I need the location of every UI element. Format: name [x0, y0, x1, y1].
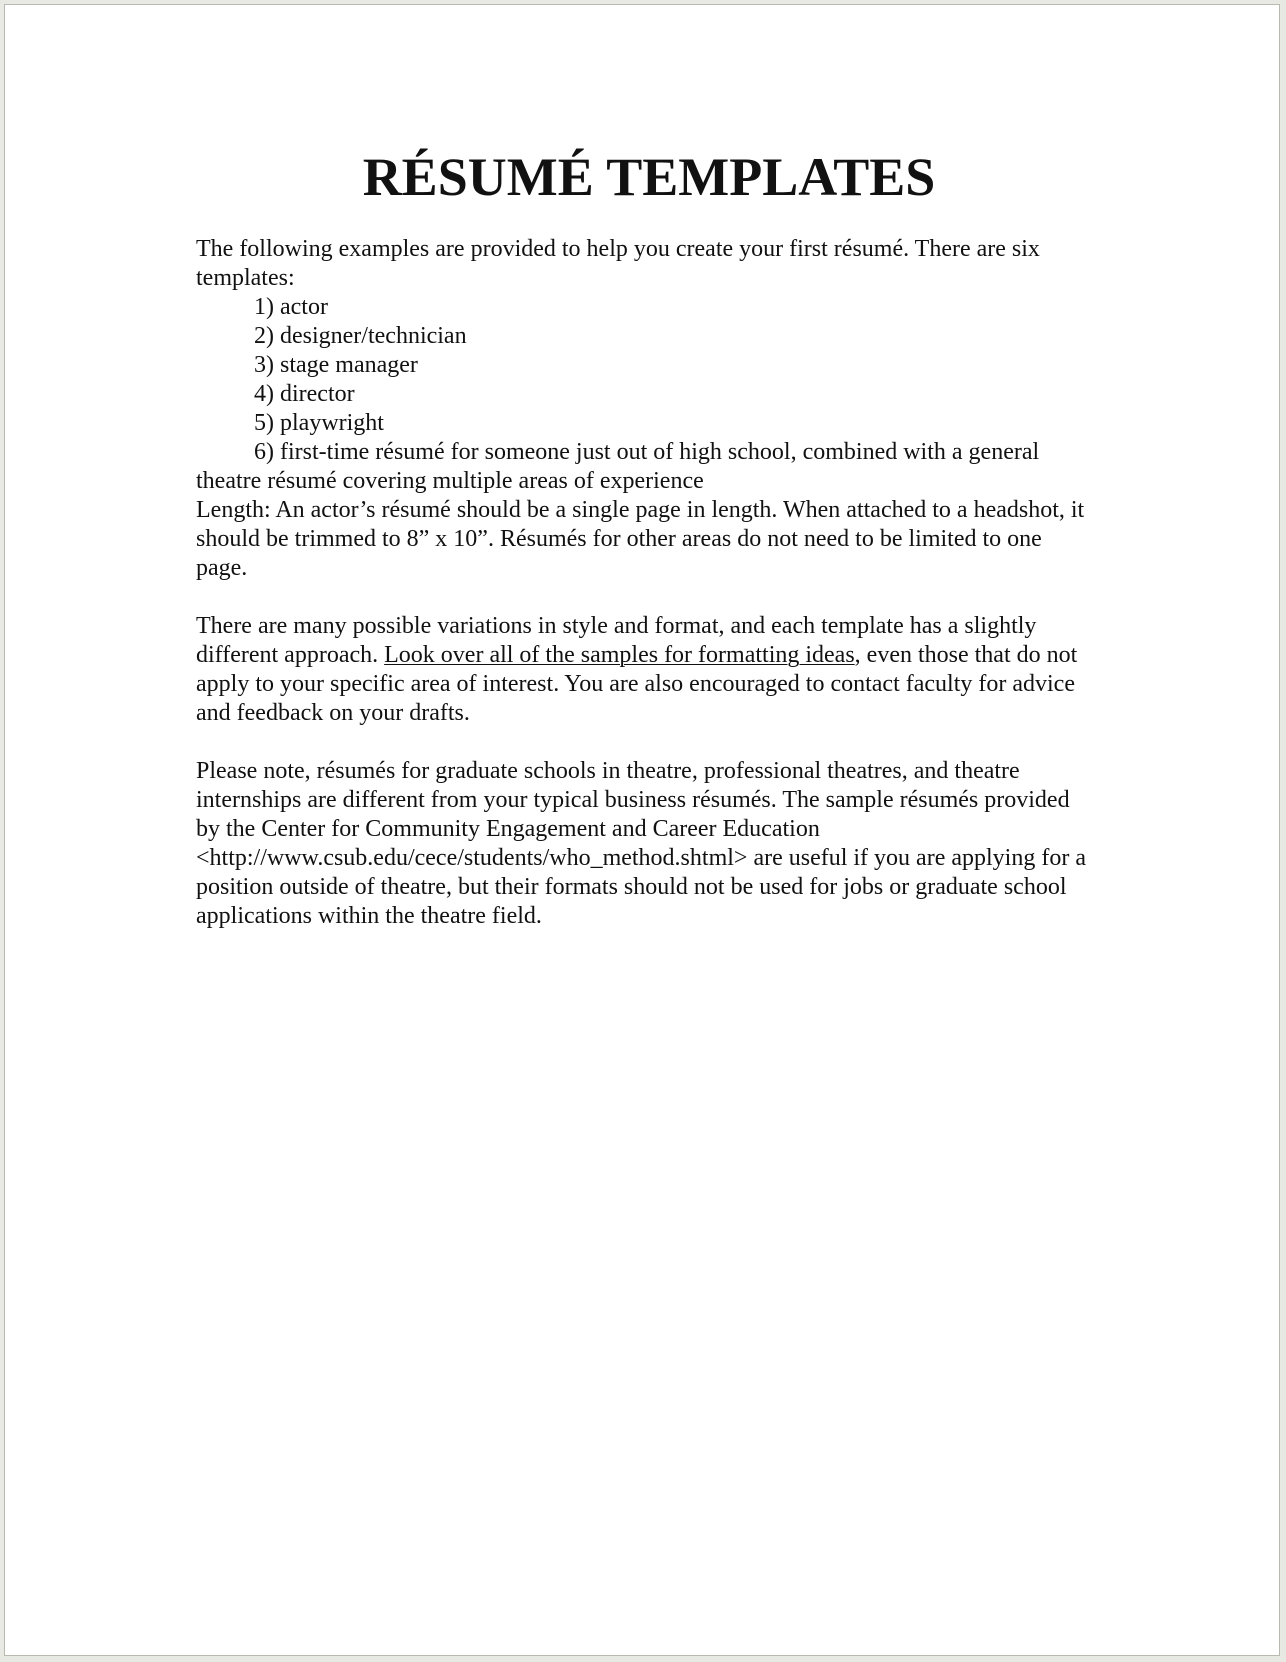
template-list-item: 4) director [254, 381, 355, 407]
template-list-item: 3) stage manager [254, 352, 418, 378]
template-list-text: first-time résumé for someone just out of high school, combined with a general theatre résumé covering multiple areas of experience [196, 439, 1040, 494]
template-list-item [196, 438, 1096, 496]
variations-paragraph [196, 612, 1096, 728]
document-page [4, 4, 1280, 1656]
document-title: RÉSUMÉ TEMPLATES [362, 147, 936, 207]
variations-text: There are many possible variations in style and format, and each template has a slightly different approach. [196, 613, 1037, 668]
length-paragraph: Length: An actor’s résumé should be a single page in length. When attached to a headshot, it should be trimmed to 8” x 10”. Résumés for other areas do not need to be limited to one page. [196, 497, 1085, 581]
template-list-item: 2) designer/technician [254, 323, 467, 349]
template-list-number: 6) [254, 439, 274, 465]
template-list-item: 1) actor [254, 294, 328, 320]
template-list-item: 5) playwright [254, 410, 384, 436]
note-paragraph: Please note, résumés for graduate schools in theatre, professional theatres, and theatre internships are different from your typical business résumés. The sample résumés provided by the Center for Community Engagement and Career Education <http://www.csub.edu/cece/students/who_method.shtml> are useful if you are applying for a position outside of theatre, but their formats should not be used for jobs or graduate school applications within the theatre field. [196, 758, 1086, 929]
intro-paragraph: The following examples are provided to help you create your first résumé. There are six templates: [196, 236, 1040, 291]
template-list [196, 293, 1096, 496]
document-body [196, 145, 1096, 960]
formatting-ideas-link[interactable]: Look over all of the samples for formatting ideas [384, 642, 855, 668]
variations-text: , even those that do not apply to your specific area of interest. You are also encouraged to contact faculty for advice and feedback on your drafts. [196, 642, 1078, 726]
